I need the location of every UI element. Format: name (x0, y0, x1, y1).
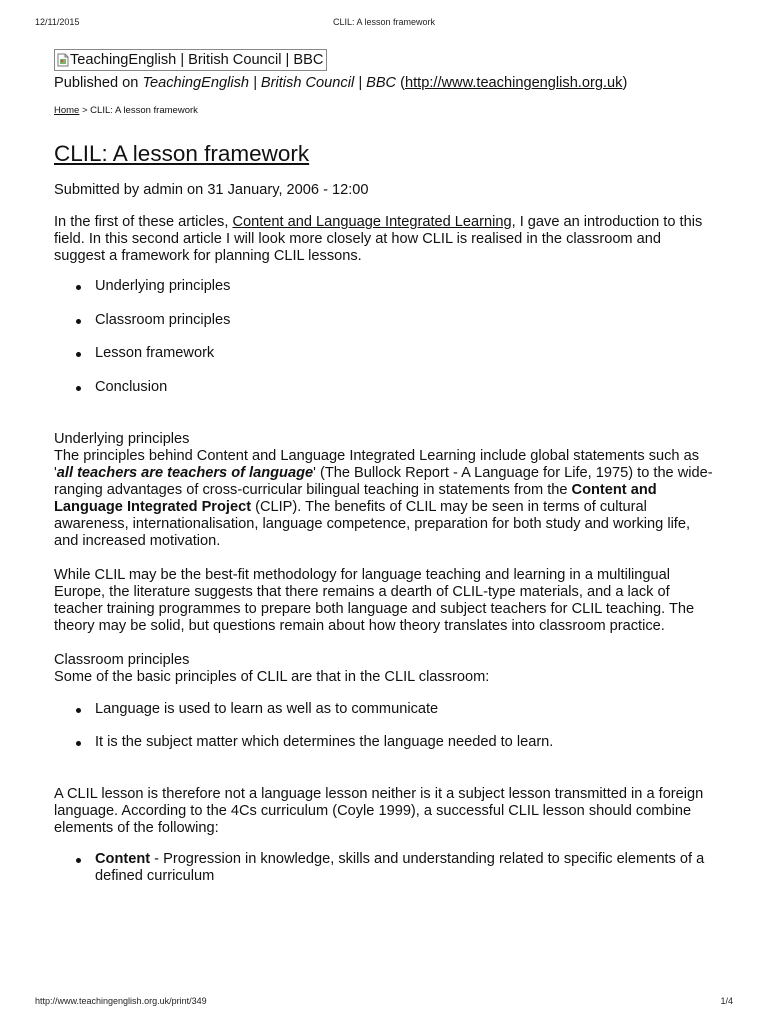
print-page-title: CLIL: A lesson framework (332, 17, 436, 27)
broken-image-icon (57, 53, 69, 67)
print-url: http://www.teachingenglish.org.uk/print/349 (35, 996, 207, 1006)
published-site: TeachingEnglish | British Council | BBC (142, 75, 397, 91)
breadcrumb (54, 105, 714, 117)
print-header (35, 17, 733, 31)
underlying-principles-heading: Underlying principles (54, 430, 190, 447)
underlying-p1-text-c: (CLIP). The benefits of CLIL may be seen in terms of cultural awareness, internationalisation, language competence, preparation for both study and working life, and increased motivation. (54, 498, 691, 549)
breadcrumb-separator: > (79, 105, 91, 116)
classroom-principles-heading: Classroom principles (54, 651, 190, 668)
submitted-info: Submitted by admin on 31 January, 2006 - 12:00 (54, 182, 369, 198)
underlying-p1-text-b: ' (The Bullock Report - A Language for Life, 1975) to the wide-ranging advantages of cross-curricular bilingual teaching in statements from the (54, 464, 713, 498)
toc-item-underlying-principles[interactable]: Underlying principles (95, 278, 714, 295)
toc-item-lesson-framework[interactable]: Lesson framework (95, 345, 714, 362)
breadcrumb-current: CLIL: A lesson framework (90, 105, 198, 116)
underlying-paragraph-1 (54, 448, 714, 550)
content-description: - Progression in knowledge, skills and understanding related to specific elements of a defined curriculum (95, 851, 705, 884)
four-cs-paragraph: A CLIL lesson is therefore not a language lesson neither is it a subject lesson transmitted in a foreign language. According to the 4Cs curriculum (Coyle 1999), a successful CLIL lesson should combine elements of the following: (54, 786, 704, 836)
bullock-quote: all teachers are teachers of language (56, 464, 314, 481)
site-url-link[interactable]: http://www.teachingenglish.org.uk (405, 75, 623, 91)
underlying-paragraph-2: While CLIL may be the best-fit methodology for language teaching and learning in a multilingual Europe, the literature suggests that there remains a dearth of CLIL-type materials, and a lack of teacher training programmes to prepare both language and subject teachers for CLIL teaching. The theory may be solid, but questions remain about how theory translates into classroom practice. (54, 566, 695, 634)
underlying-p1-text-a: The principles behind Content and Language Integrated Learning include global statements such as ' (54, 447, 700, 481)
breadcrumb-home-link[interactable]: Home (54, 105, 80, 116)
clip-project-name: Content and Language Integrated Project (54, 481, 657, 515)
print-date: 12/11/2015 (35, 17, 80, 27)
published-paren-open: ( (396, 75, 406, 91)
intro-text-start: In the first of these articles, (54, 214, 233, 230)
toc-item-classroom-principles[interactable]: Classroom principles (95, 312, 714, 329)
toc-item-conclusion[interactable]: Conclusion (95, 379, 714, 396)
list-item: It is the subject matter which determines the language needed to learn. (95, 734, 714, 751)
page-number: 1/4 (720, 996, 733, 1006)
published-line (54, 75, 714, 92)
published-prefix: Published on (54, 75, 143, 91)
print-footer (35, 996, 733, 1010)
published-paren-close: ) (622, 75, 628, 91)
clil-article-link[interactable]: Content and Language Integrated Learning (232, 214, 512, 230)
intro-text-end: , I gave an introduction to this field. In this second article I will look more closely at how CLIL is realised in the classroom and suggest a framework for planning CLIL lessons. (54, 214, 703, 264)
classroom-principles-list (54, 701, 714, 752)
list-item (95, 851, 714, 885)
content-term: Content (95, 851, 151, 867)
table-of-contents (54, 278, 714, 396)
site-logo-image[interactable] (54, 49, 327, 71)
classroom-intro: Some of the basic principles of CLIL are that in the CLIL classroom: (54, 668, 490, 685)
list-item: Language is used to learn as well as to communicate (95, 701, 714, 718)
article-content (54, 49, 714, 902)
logo-alt-text: TeachingEnglish | British Council | BBC (70, 51, 324, 68)
page-title[interactable]: CLIL: A lesson framework (54, 141, 310, 166)
four-cs-list (54, 851, 714, 885)
intro-paragraph (54, 214, 714, 265)
